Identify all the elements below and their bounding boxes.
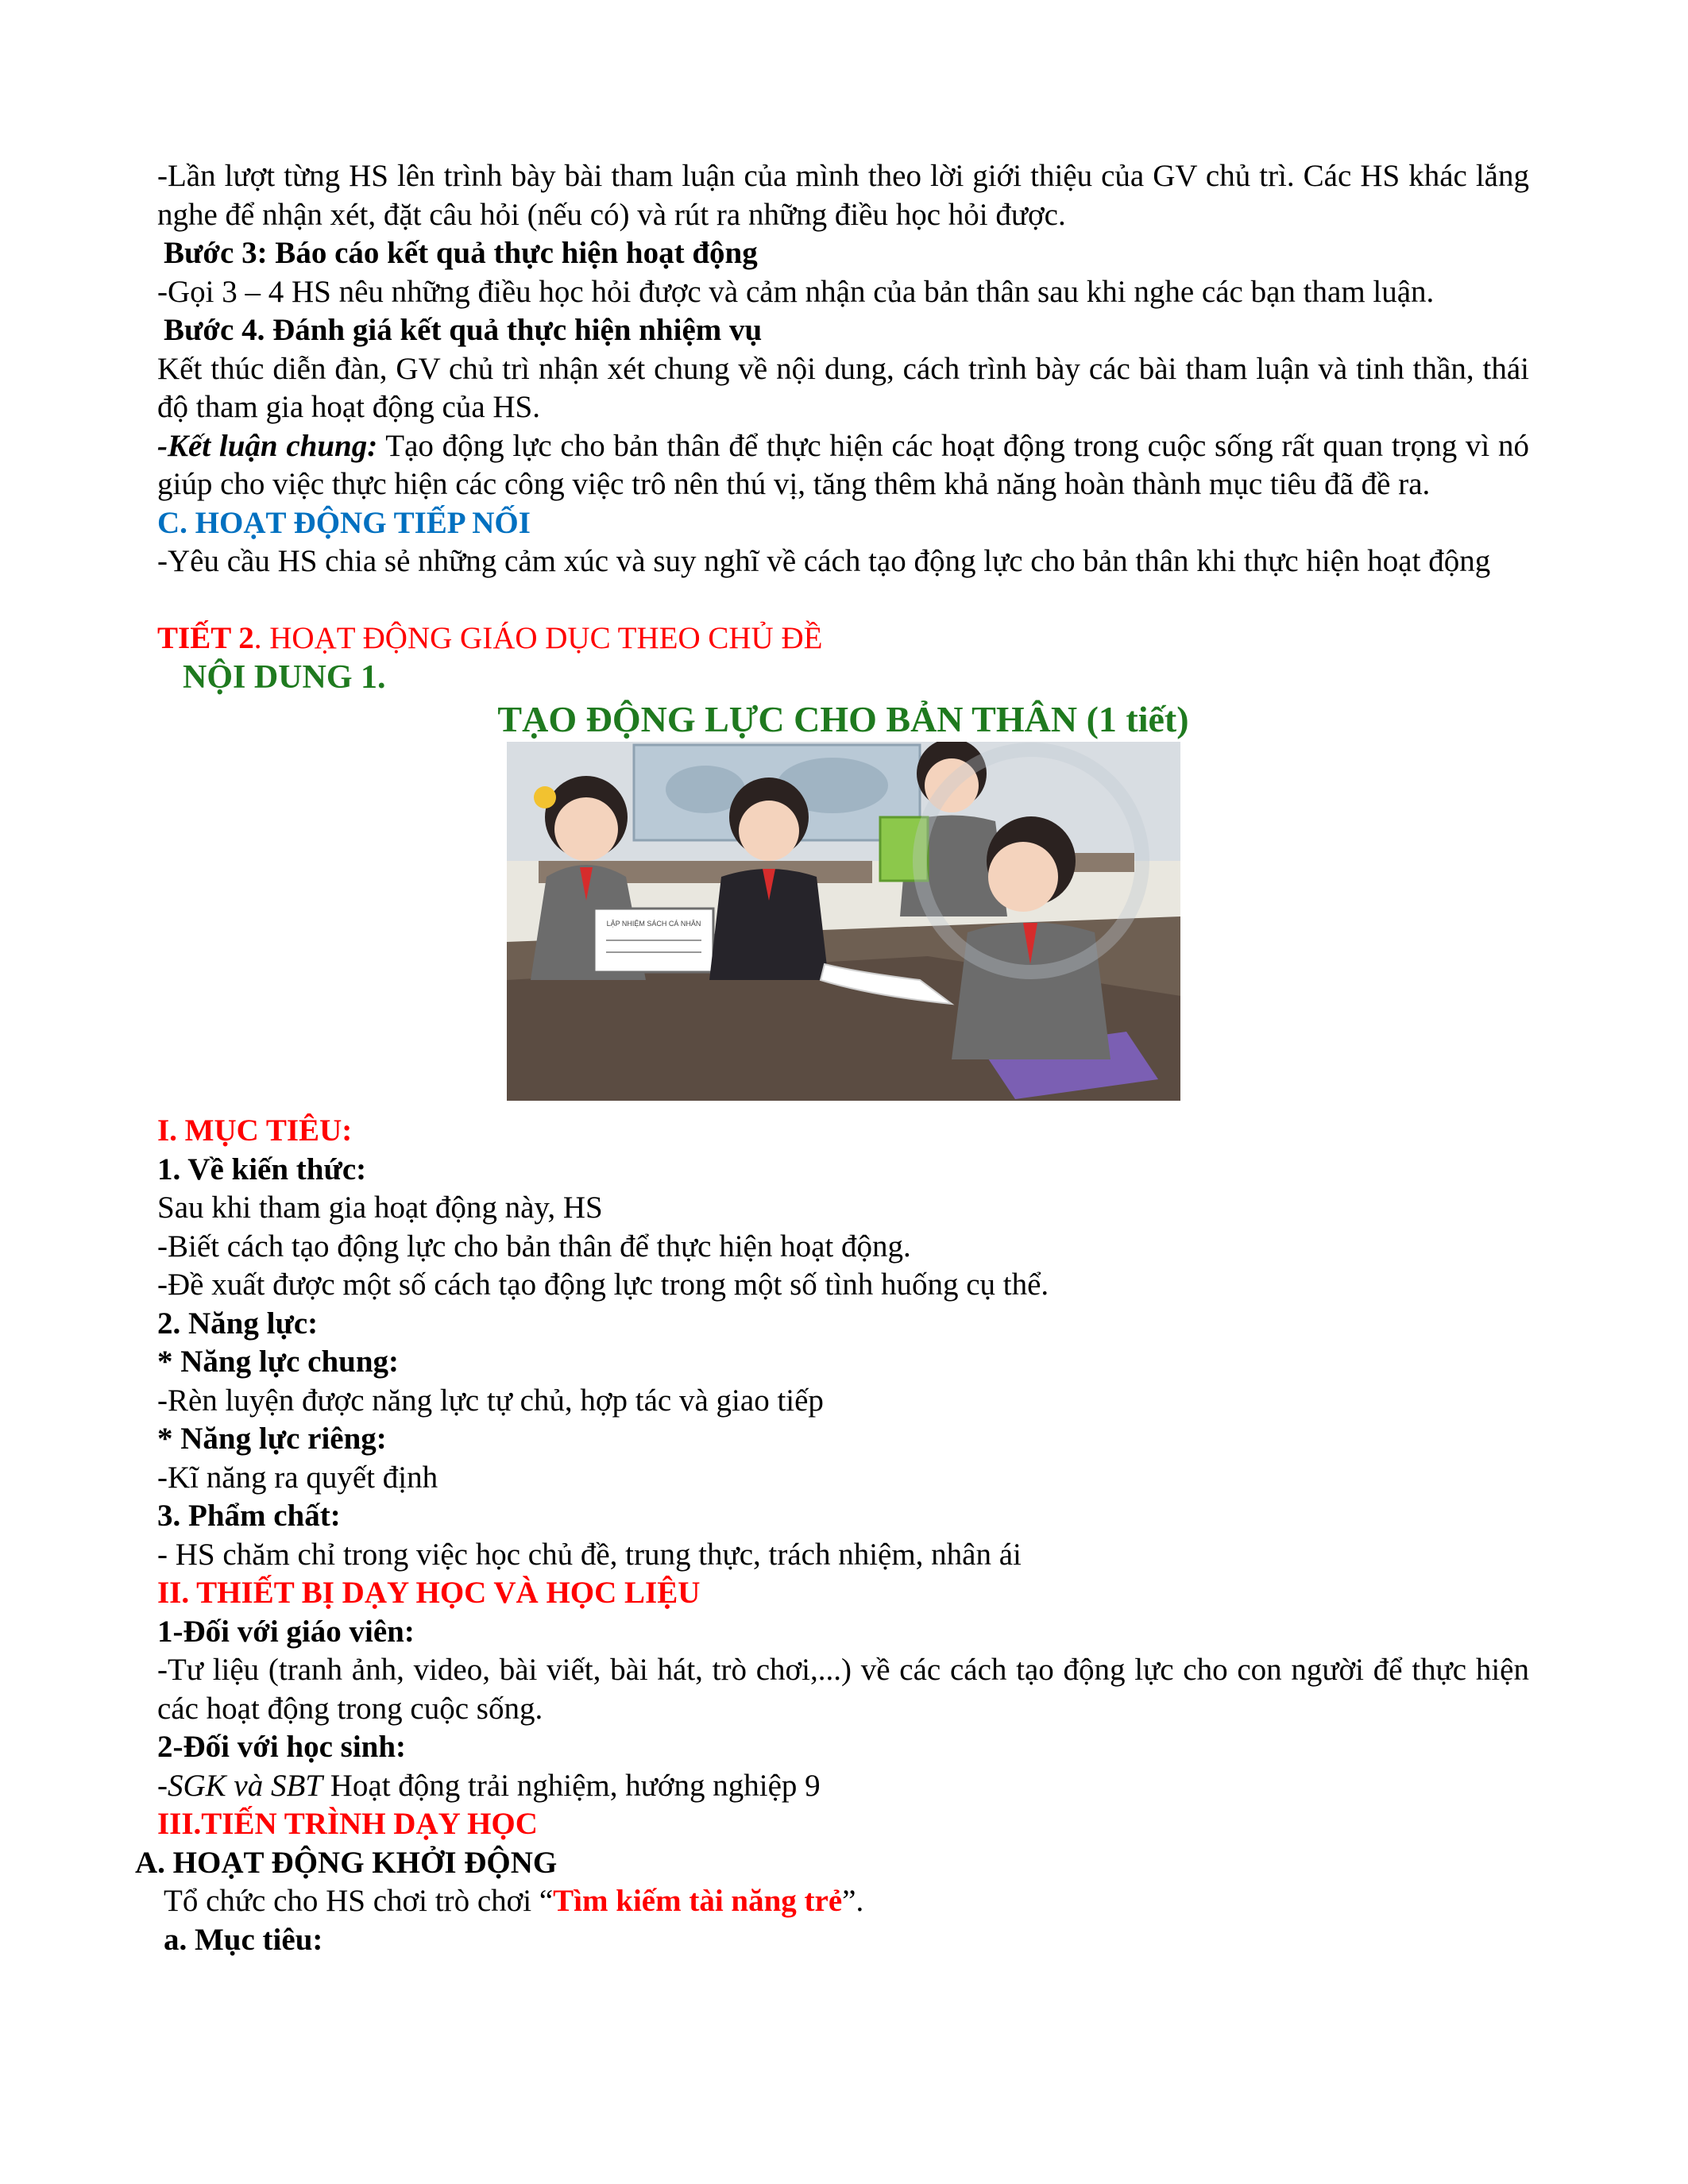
muc-tieu-a-heading: a. Mục tiêu: — [164, 1922, 323, 1957]
hoc-sinh-rest: Hoạt động trải nghiệm, hướng nghiệp 9 — [323, 1768, 821, 1803]
pham-chat-heading: 3. Phẩm chất: — [157, 1499, 341, 1533]
tiet2-heading — [157, 619, 1529, 658]
tiet2-rest: . HOẠT ĐỘNG GIÁO DỤC THEO CHỦ ĐỀ — [253, 620, 823, 655]
kien-thuc-heading: 1. Về kiến thức: — [157, 1152, 367, 1187]
kien-thuc-item-2: -Đề xuất được một số cách tạo động lực trong một số tình huống cụ thể. — [157, 1268, 1049, 1302]
conclusion-label: -Kết luận chung: — [157, 428, 378, 463]
classroom-illustration — [507, 742, 1180, 1101]
kien-thuc-intro: Sau khi tham gia hoạt động này, HS — [157, 1190, 603, 1225]
hoc-sinh-text — [157, 1767, 1529, 1806]
noidung-heading: NỘI DUNG 1. — [183, 659, 386, 696]
section-c-text: -Yêu cầu HS chia sẻ những cảm xúc và suy nghĩ về cách tạo động lực cho bản thân khi thực hiện hoạt động — [157, 544, 1491, 578]
illustration-container — [157, 742, 1529, 1101]
game-name: Tìm kiếm tài năng trẻ — [553, 1884, 843, 1918]
pham-chat-text: - HS chăm chỉ trong việc học chủ đề, trung thực, trách nhiệm, nhân ái — [157, 1537, 1022, 1572]
tiet2-label: TIẾT 2 — [157, 620, 254, 655]
nang-luc-heading: 2. Năng lực: — [157, 1306, 319, 1341]
hoc-sinh-heading: 2-Đối với học sinh: — [157, 1730, 407, 1764]
game-intro — [157, 1882, 1529, 1921]
muc-tieu-heading: I. MỤC TIÊU: — [157, 1113, 353, 1148]
board-text: LẬP NHIỆM SÁCH CÁ NHÂN — [606, 920, 701, 928]
giao-vien-text: -Tư liệu (tranh ảnh, video, bài viết, bài hát, trò chơi,...) về các cách tạo động lực cho con người để thực hiện các hoạt động trong cuộc sống. — [157, 1653, 1529, 1726]
step3-text: -Gọi 3 – 4 HS nêu những điều học hỏi được và cảm nhận của bản thân sau khi nghe các bạn tham luận. — [157, 274, 1435, 309]
nang-luc-chung-text: -Rèn luyện được năng lực tự chủ, hợp tác và giao tiếp — [157, 1383, 824, 1418]
nang-luc-rieng-heading: * Năng lực riêng: — [157, 1422, 387, 1456]
step4-text: Kết thúc diễn đàn, GV chủ trì nhận xét chung về nội dung, cách trình bày các bài tham luận và tinh thần, thái độ tham gia hoạt động của HS. — [157, 351, 1529, 424]
game-suffix: ”. — [842, 1884, 864, 1918]
kien-thuc-item-1: -Biết cách tạo động lực cho bản thân để thực hiện hoạt động. — [157, 1229, 911, 1264]
main-title: TẠO ĐỘNG LỰC CHO BẢN THÂN (1 tiết) — [497, 699, 1189, 739]
step3-heading: Bước 3: Báo cáo kết quả thực hiện hoạt động — [164, 236, 758, 270]
nang-luc-chung-heading: * Năng lực chung: — [157, 1345, 400, 1379]
conclusion-text: Tạo động lực cho bản thân để thực hiện các hoạt động trong cuộc sống rất quan trọng vì nó giúp cho việc thực hiện các công việc trô nên thú vị, tăng thêm khả năng hoàn thành mục tiêu đã đề ra. — [157, 428, 1530, 501]
document-body — [135, 157, 1530, 1959]
section-c-heading: C. HOẠT ĐỘNG TIẾP NỐI — [157, 505, 531, 540]
conclusion-paragraph — [157, 427, 1529, 504]
thiet-bi-heading: II. THIẾT BỊ DẠY HỌC VÀ HỌC LIỆU — [157, 1576, 701, 1610]
khoi-dong-heading: A. HOẠT ĐỘNG KHỞI ĐỘNG — [135, 1845, 558, 1880]
hoc-sinh-books: -SGK và SBT — [157, 1768, 323, 1803]
paragraph-presentation: -Lần lượt từng HS lên trình bày bài tham luận của mình theo lời giới thiệu của GV chủ trì. Các HS khác lắng nghe để nhận xét, đặt câu hỏi (nếu có) và rút ra những điều học hỏi được. — [157, 159, 1529, 232]
nang-luc-rieng-text: -Kĩ năng ra quyết định — [157, 1460, 438, 1495]
giao-vien-heading: 1-Đối với giáo viên: — [157, 1614, 415, 1649]
game-prefix: Tổ chức cho HS chơi trò chơi “ — [164, 1884, 554, 1918]
tien-trinh-heading: III.TIẾN TRÌNH DẠY HỌC — [157, 1807, 538, 1841]
step4-heading: Bước 4. Đánh giá kết quả thực hiện nhiệm vụ — [164, 313, 763, 347]
spacer — [157, 581, 1529, 619]
